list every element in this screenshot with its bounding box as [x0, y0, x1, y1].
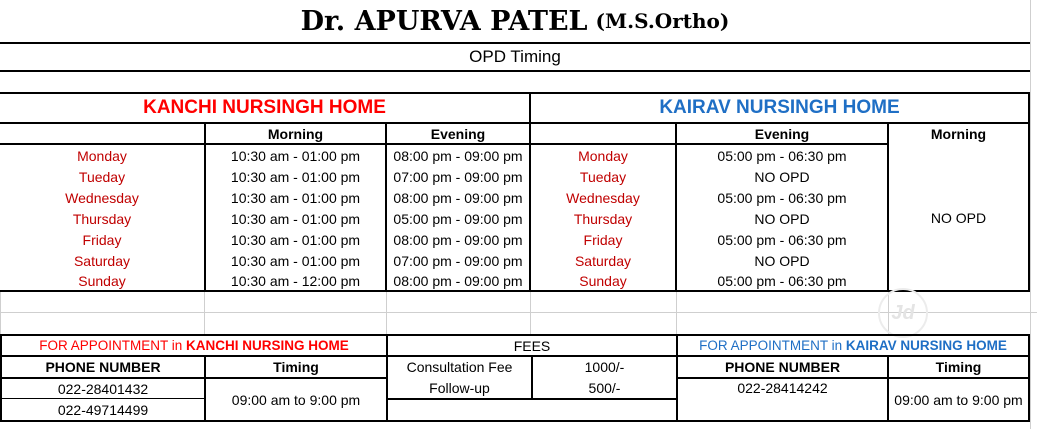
kanchi-morning-time: 10:30 am - 01:00 pm [230, 147, 361, 164]
fee-name: Follow-up [429, 380, 490, 396]
kanchi-morning-time: 10:30 am - 01:00 pm [230, 168, 361, 185]
kanchi-day: Thursday [72, 210, 132, 227]
doctor-name: Dr. APURVA PATEL [300, 5, 588, 37]
fees-heading: FEES [513, 337, 551, 354]
kanchi-day: Saturday [73, 252, 131, 269]
fee-amount: 500/- [588, 380, 621, 396]
kanchi-phone-header: PHONE NUMBER [45, 359, 161, 375]
kairav-appointment-heading [678, 336, 1028, 355]
kanchi-evening-header: Evening [430, 125, 486, 142]
kanchi-morning-time: 10:30 am - 01:00 pm [230, 252, 361, 269]
kanchi-evening-time: 07:00 pm - 09:00 pm [393, 252, 523, 269]
kanchi-evening-time: 05:00 pm - 09:00 pm [393, 210, 523, 227]
kairav-morning-header: Morning [930, 125, 987, 142]
kairav-hospital-name: KAIRAV NURSINGH HOME [659, 97, 900, 118]
kairav-appointment-prefix: FOR APPOINTMENT in [699, 338, 846, 353]
kanchi-timing-value: 09:00 am to 9:00 pm [231, 391, 361, 408]
kanchi-appointment-prefix: FOR APPOINTMENT in [39, 338, 186, 353]
kanchi-morning-time: 10:30 am - 12:00 pm [230, 272, 361, 289]
kanchi-day: Friday [82, 231, 122, 248]
kairav-day: Saturday [574, 252, 632, 269]
kairav-evening-time: 05:00 pm - 06:30 pm [717, 231, 847, 248]
kanchi-evening-time: 08:00 pm - 09:00 pm [393, 231, 523, 248]
fee-name: Consultation Fee [406, 359, 513, 375]
kanchi-day: Monday [77, 147, 127, 164]
kanchi-evening-time: 08:00 pm - 09:00 pm [393, 189, 523, 206]
kairav-day: Sunday [579, 272, 627, 289]
kanchi-phone-number: 022-49714499 [57, 401, 149, 418]
kairav-day: Monday [578, 147, 628, 164]
page-header [0, 0, 1030, 42]
kanchi-morning-header: Morning [267, 125, 324, 142]
kanchi-morning-time: 10:30 am - 01:00 pm [230, 189, 361, 206]
kairav-evening-time: NO OPD [754, 252, 810, 269]
kairav-evening-header: Evening [754, 125, 810, 142]
kairav-evening-time: 05:00 pm - 06:30 pm [717, 147, 847, 164]
kanchi-evening-time: 08:00 pm - 09:00 pm [393, 147, 523, 164]
kairav-phone-number: 022-28414242 [737, 380, 828, 396]
fee-amount: 1000/- [584, 359, 625, 375]
kairav-evening-time: 05:00 pm - 06:30 pm [717, 189, 847, 206]
kanchi-morning-time: 10:30 am - 01:00 pm [230, 231, 361, 248]
kanchi-day: Sunday [78, 272, 126, 289]
kanchi-timing-header: Timing [273, 359, 319, 375]
kanchi-day: Wednesday [65, 189, 139, 206]
kairav-day: Thursday [573, 210, 633, 227]
watermark-logo [878, 288, 928, 338]
kairav-phone-header: PHONE NUMBER [724, 359, 841, 375]
kairav-day: Friday [583, 231, 623, 248]
kanchi-evening-time: 07:00 pm - 09:00 pm [393, 168, 523, 185]
watermark-text: Jd [891, 301, 915, 324]
kairav-morning-no-opd: NO OPD [930, 209, 987, 226]
kanchi-evening-time: 08:00 pm - 09:00 pm [393, 272, 523, 289]
kairav-appointment-name: KAIRAV NURSING HOME [845, 338, 1007, 353]
kairav-day: Tueday [579, 168, 627, 185]
kairav-timing-value: 09:00 am to 9:00 pm [894, 391, 1023, 408]
opd-timing-subtitle: OPD Timing [469, 47, 561, 66]
kanchi-appointment-heading [2, 336, 386, 355]
kanchi-appointment-name: KANCHI NURSING HOME [186, 338, 349, 353]
kairav-timing-header: Timing [935, 359, 982, 375]
kanchi-day: Tueday [78, 168, 126, 185]
doctor-qualification: (M.S.Ortho) [595, 9, 730, 33]
kanchi-morning-time: 10:30 am - 01:00 pm [230, 210, 361, 227]
kairav-evening-time: 05:00 pm - 06:30 pm [717, 272, 847, 289]
kairav-day: Wednesday [566, 189, 640, 206]
kairav-evening-time: NO OPD [754, 210, 810, 227]
kanchi-phone-number: 022-28401432 [57, 380, 149, 397]
kairav-evening-time: NO OPD [754, 168, 810, 185]
kanchi-hospital-name: KANCHI NURSINGH HOME [143, 97, 386, 118]
